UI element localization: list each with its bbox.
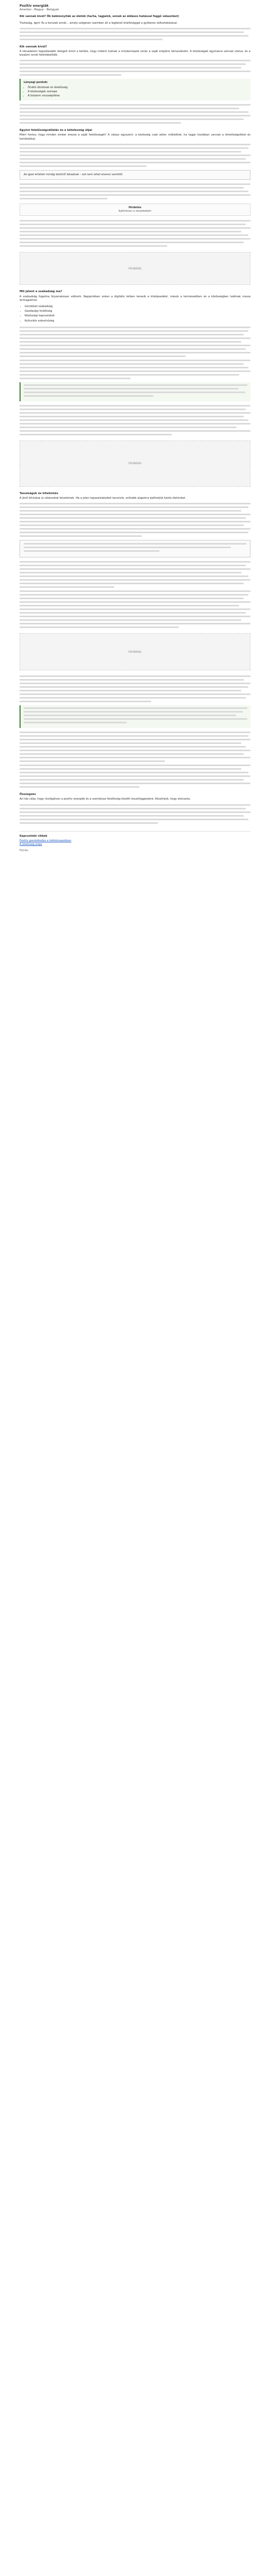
body-text-block xyxy=(20,104,250,124)
body-text-block xyxy=(20,503,250,537)
body-text-block xyxy=(20,732,250,762)
bullet-list xyxy=(25,305,250,323)
article-subtitle: Amerikai - Magyar - Belügyek xyxy=(20,8,59,12)
callout-item: • A közösségek szerepe xyxy=(28,90,247,94)
callout-heading: Lényegi pontok: xyxy=(24,81,48,84)
body-text-block xyxy=(20,561,250,588)
source-label: Forrás: xyxy=(20,849,29,853)
body-text-block xyxy=(20,765,250,788)
body-text-block xyxy=(20,183,250,199)
section-4-text: A jövő kihívásai új válaszokat követelnek. Ha a jelen tapasztalataiból tanulunk, erősebb alapokra építhetjük közös életünket. xyxy=(20,497,186,500)
body-text-block xyxy=(20,327,250,357)
ad-label: Hirdetés xyxy=(128,266,142,270)
lead-title: Kik vannak kívül? Ők bebizonyíták az életük (ha/ha, tagjaink, ennek az áldásos hatással függő választást) xyxy=(20,15,179,19)
section-5-heading: Összegzés xyxy=(20,793,36,796)
article-kicker: Pozitív energiák xyxy=(20,4,49,8)
related-link[interactable]: Pozitív gondolkodás a hétköznapokban xyxy=(20,839,71,842)
banner-title: Hirdetés xyxy=(129,206,141,210)
ad-placeholder[interactable] xyxy=(20,252,250,285)
list-item: • Gazdasági önállóság xyxy=(25,310,250,313)
section-1-heading: Kik vannak kívül? xyxy=(20,45,47,48)
section-3-text: A szabadság fogalma folyamatosan változik. Napjainkban sokan a digitális térben keresik a kiteljesedést, mások a természetben és a közösségben találnak vissza önmagukhoz. xyxy=(20,295,250,302)
callout-text-block xyxy=(24,707,247,723)
section-2-heading: Egyéni felelősségvállalás és a kötelesség útjai xyxy=(20,129,93,132)
callout-item: • A bizalom visszaépítése xyxy=(28,94,247,98)
section-4-heading: Tanulságok és kitekintés xyxy=(20,492,59,495)
section-3-heading: Mit jelent a szabadság ma? xyxy=(20,290,62,294)
related-title: Kapcsolódó cikkek xyxy=(20,834,47,838)
list-item: • Kulturális sokszínűség xyxy=(25,319,250,323)
section-2-text: Miért fontos, hogy minden ember érezze a saját felelősségét? A válasz egyszerű: a közösség csak akkor működhet, ha tagjai tisztában vannak a lehetőségeikkel és korlátaikkal. xyxy=(20,133,250,141)
related-articles xyxy=(20,831,250,853)
ad-label: Hirdetés xyxy=(128,462,142,466)
body-text-block xyxy=(20,28,250,40)
key-points-callout xyxy=(20,79,250,100)
body-text-block xyxy=(20,60,250,76)
section-1-text: A társadalom legszélesebb rétegeit érinti a kérdés, hogy miként tudnak a mindennapok során a saját erejükre támaszkodni. A közösségek egymásra vannak utalva, és a bizalom ismét felértékelődik. xyxy=(20,50,250,57)
banner-text: Kattintson a részletekért xyxy=(118,210,152,213)
body-text-block xyxy=(20,220,250,247)
body-text-block xyxy=(20,804,250,824)
intro-paragraph: Tisztaság, igen! Ez a korszak annál... amely szögesen szemben áll a legbelső önállósággal a gyökeres változtatásával. xyxy=(20,21,178,25)
pull-quote: Az igazi értékek mindig belülről fakadnak – ezt nem lehet elvenni senkitől. xyxy=(20,170,250,180)
source-row xyxy=(20,849,250,853)
highlight-callout xyxy=(20,382,250,401)
callout-text-block xyxy=(24,384,247,397)
ad-placeholder[interactable] xyxy=(20,440,250,487)
related-link[interactable]: A közösség ereje xyxy=(20,843,42,846)
body-text-block xyxy=(20,590,250,628)
body-text-block xyxy=(20,405,250,435)
section-5-text: Az írás célja, hogy rávilágítson a pozitív energiák és a személyes felelősség közötti összefüggésekre. Köszönjük, hogy elolvasta. xyxy=(20,798,191,801)
pull-quote xyxy=(20,540,250,557)
body-text-block xyxy=(20,144,250,167)
quote-text-block xyxy=(24,543,246,552)
list-item: • Gondolati szabadság xyxy=(25,305,250,309)
promo-banner[interactable] xyxy=(20,204,250,216)
ad-label: Hirdetés xyxy=(128,650,142,654)
body-text-block xyxy=(20,360,250,379)
body-text-block xyxy=(20,675,250,702)
callout-item: • Önálló döntések és felelősség xyxy=(28,86,247,90)
ad-placeholder[interactable] xyxy=(20,633,250,670)
list-item: • Közösségi kapcsolatok xyxy=(25,314,250,318)
highlight-callout xyxy=(20,705,250,728)
